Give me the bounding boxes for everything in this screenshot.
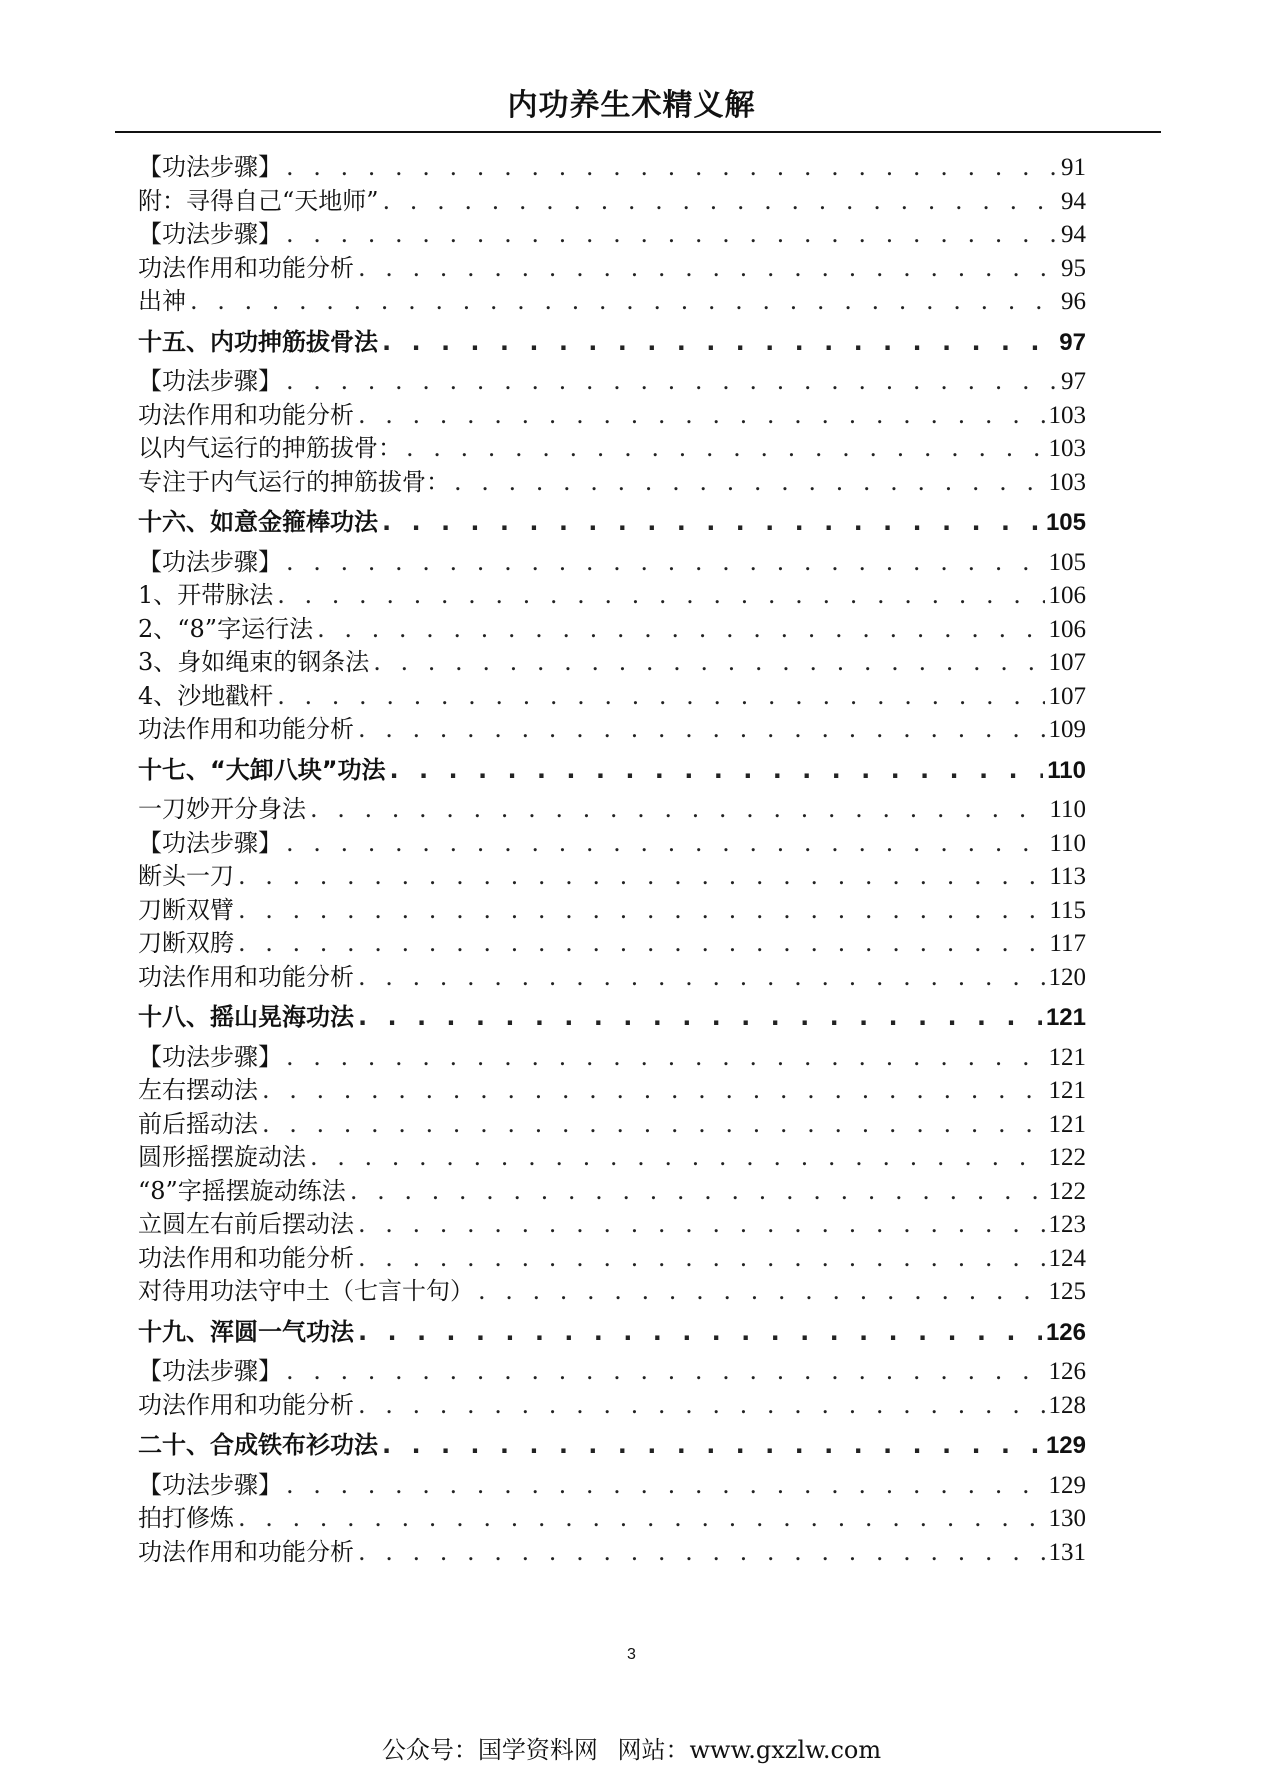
- footer-website: 网站：www.gxzlw.com: [617, 1736, 882, 1764]
- toc-entry-label: 十六、如意金箍棒功法: [138, 508, 378, 536]
- toc-entry-page-number: 109: [1048, 716, 1086, 743]
- toc-entry-label: 4、沙地戳杆: [138, 681, 274, 710]
- toc-entry-page-number: 105: [1048, 548, 1086, 576]
- toc-entry-label: 3、身如绳束的钢条法: [138, 648, 370, 676]
- toc-dot-leader: [286, 1355, 1045, 1389]
- toc-entry-page-number: 130: [1048, 1505, 1086, 1532]
- toc-dot-leader: [262, 1074, 1045, 1108]
- toc-entry-label: 【功法步骤】: [138, 367, 282, 395]
- toc-dot-leader: [238, 860, 1045, 894]
- toc-entry-page-number: 125: [1048, 1278, 1086, 1305]
- toc-entry[interactable]: [138, 613, 1086, 647]
- toc-entry-label: 十九、浑圆一气功法: [138, 1317, 354, 1346]
- toc-entry[interactable]: [138, 1275, 1086, 1309]
- toc-entry[interactable]: [138, 1074, 1086, 1108]
- toc-dot-leader: [310, 793, 1045, 827]
- toc-entry-page-number: 110: [1049, 829, 1086, 857]
- toc-section-entry[interactable]: [138, 1422, 1086, 1469]
- toc-entry-label: “8”字摇摆旋动练法: [138, 1176, 346, 1205]
- toc-entry-label: 功法作用和功能分析: [138, 253, 354, 282]
- toc-dot-leader: [286, 365, 1057, 399]
- toc-entry-page-number: 117: [1049, 930, 1086, 957]
- toc-entry-page-number: 110: [1049, 796, 1086, 823]
- toc-entry[interactable]: [138, 827, 1086, 861]
- toc-entry[interactable]: [138, 860, 1086, 894]
- page-header-title: 内功养生术精义解: [507, 88, 756, 123]
- footer-wechat: 公众号：国学资料网: [381, 1736, 598, 1764]
- toc-dot-leader: [373, 646, 1044, 680]
- toc-section-entry[interactable]: [138, 499, 1086, 546]
- toc-dot-leader: [277, 680, 1044, 714]
- toc-entry[interactable]: [138, 151, 1086, 185]
- toc-entry-page-number: 129: [1045, 1432, 1086, 1459]
- toc-dot-leader: [277, 579, 1044, 613]
- toc-entry[interactable]: [138, 218, 1086, 252]
- toc-entry-page-number: 121: [1045, 1004, 1086, 1031]
- toc-entry-label: 以内气运行的抻筋拔骨：: [138, 434, 402, 462]
- toc-entry-label: 【功法步骤】: [138, 828, 282, 857]
- toc-entry-page-number: 120: [1048, 963, 1086, 991]
- toc-entry-label: 立圆左右前后摆动法: [138, 1210, 354, 1238]
- footer: [0, 1730, 1263, 1765]
- toc-section-entry[interactable]: [138, 994, 1086, 1041]
- toc-entry[interactable]: [138, 252, 1086, 286]
- toc-entry[interactable]: [138, 961, 1086, 995]
- toc-entry-page-number: 94: [1061, 187, 1086, 215]
- page-number: 3: [627, 1646, 636, 1663]
- toc-entry[interactable]: [138, 579, 1086, 613]
- toc-entry-page-number: 106: [1048, 615, 1086, 643]
- toc-entry[interactable]: [138, 1041, 1086, 1075]
- toc-entry[interactable]: [138, 1175, 1086, 1209]
- toc-entry-label: 一刀妙开分身法: [138, 795, 306, 823]
- toc-dot-leader: [350, 1175, 1045, 1209]
- toc-dot-leader: [358, 1309, 1042, 1356]
- toc-entry-page-number: 95: [1061, 254, 1086, 282]
- toc-entry-label: 【功法步骤】: [138, 1357, 282, 1385]
- toc-dot-leader: [382, 319, 1055, 366]
- toc-dot-leader: [238, 1502, 1045, 1536]
- toc-entry-label: 拍打修炼: [138, 1504, 234, 1532]
- toc-dot-leader: [358, 1242, 1045, 1276]
- toc-entry[interactable]: [138, 646, 1086, 680]
- toc-entry[interactable]: [138, 680, 1086, 714]
- toc-dot-leader: [358, 1208, 1045, 1242]
- toc-entry-page-number: 105: [1045, 509, 1086, 536]
- toc-entry-label: 对待用功法守中土（七言十句）: [138, 1277, 474, 1305]
- toc-entry-label: 附：寻得自己“天地师”: [138, 186, 379, 215]
- toc-dot-leader: [358, 713, 1045, 747]
- toc-dot-leader: [286, 827, 1045, 861]
- toc-entry[interactable]: [138, 1242, 1086, 1276]
- table-of-contents: [138, 151, 1086, 1569]
- toc-entry-label: 十五、内功抻筋拔骨法: [138, 327, 378, 356]
- toc-entry-page-number: 103: [1048, 435, 1086, 462]
- toc-entry-page-number: 91: [1061, 154, 1086, 181]
- toc-entry-page-number: 107: [1048, 649, 1086, 676]
- toc-dot-leader: [310, 1141, 1045, 1175]
- toc-entry-label: 功法作用和功能分析: [138, 1390, 354, 1419]
- toc-dot-leader: [406, 432, 1045, 466]
- toc-entry[interactable]: [138, 1208, 1086, 1242]
- toc-entry-label: 【功法步骤】: [138, 220, 282, 248]
- toc-entry[interactable]: [138, 285, 1086, 319]
- toc-entry-page-number: 103: [1048, 468, 1086, 496]
- toc-dot-leader: [454, 466, 1045, 500]
- toc-entry-label: 功法作用和功能分析: [138, 1537, 354, 1566]
- toc-entry-label: 刀断双胯: [138, 929, 234, 957]
- toc-entry[interactable]: [138, 185, 1086, 219]
- toc-entry-label: 断头一刀: [138, 862, 234, 890]
- toc-dot-leader: [286, 218, 1057, 252]
- toc-dot-leader: [286, 1469, 1045, 1503]
- toc-dot-leader: [238, 894, 1045, 928]
- toc-dot-leader: [382, 499, 1042, 546]
- toc-entry-label: 十八、摇山晃海功法: [138, 1003, 354, 1031]
- toc-entry-label: 【功法步骤】: [138, 153, 282, 181]
- toc-entry[interactable]: [138, 399, 1086, 433]
- toc-entry-page-number: 97: [1059, 328, 1086, 356]
- toc-entry-page-number: 113: [1049, 863, 1086, 890]
- toc-entry-page-number: 123: [1048, 1211, 1086, 1238]
- toc-entry-page-number: 128: [1048, 1391, 1086, 1419]
- toc-entry[interactable]: [138, 927, 1086, 961]
- toc-entry[interactable]: [138, 1469, 1086, 1503]
- toc-entry[interactable]: [138, 713, 1086, 747]
- toc-dot-leader: [358, 252, 1057, 286]
- toc-dot-leader: [286, 1041, 1045, 1075]
- toc-entry-page-number: 107: [1048, 682, 1086, 710]
- toc-entry-label: 【功法步骤】: [138, 547, 282, 576]
- toc-dot-leader: [358, 399, 1045, 433]
- toc-dot-leader: [190, 285, 1057, 319]
- toc-entry-page-number: 122: [1048, 1144, 1086, 1171]
- toc-entry-page-number: 122: [1048, 1177, 1086, 1205]
- toc-entry-label: 二十、合成铁布衫功法: [138, 1431, 378, 1459]
- toc-entry-page-number: 126: [1048, 1358, 1086, 1385]
- toc-entry-label: 出神: [138, 287, 186, 315]
- toc-section-entry[interactable]: [138, 319, 1086, 366]
- toc-entry-page-number: 131: [1048, 1538, 1086, 1566]
- toc-entry-page-number: 121: [1048, 1110, 1086, 1138]
- toc-entry[interactable]: [138, 432, 1086, 466]
- toc-entry-label: 【功法步骤】: [138, 1042, 282, 1071]
- toc-entry[interactable]: [138, 1355, 1086, 1389]
- toc-entry[interactable]: [138, 1141, 1086, 1175]
- toc-entry[interactable]: [138, 1108, 1086, 1142]
- toc-entry-page-number: 96: [1061, 288, 1086, 315]
- toc-dot-leader: [390, 747, 1044, 794]
- toc-entry-label: 前后摇动法: [138, 1109, 258, 1138]
- toc-entry-label: 刀断双臂: [138, 895, 234, 924]
- toc-dot-leader: [382, 1422, 1042, 1469]
- toc-dot-leader: [358, 1536, 1045, 1570]
- toc-entry[interactable]: [138, 546, 1086, 580]
- toc-entry-label: 功法作用和功能分析: [138, 962, 354, 991]
- toc-dot-leader: [262, 1108, 1045, 1142]
- toc-section-entry[interactable]: [138, 1309, 1086, 1356]
- toc-dot-leader: [317, 613, 1044, 647]
- toc-dot-leader: [478, 1275, 1045, 1309]
- toc-entry-label: 【功法步骤】: [138, 1470, 282, 1499]
- toc-entry[interactable]: [138, 365, 1086, 399]
- toc-entry-label: 功法作用和功能分析: [138, 715, 354, 743]
- toc-entry-page-number: 121: [1048, 1043, 1086, 1071]
- toc-dot-leader: [286, 546, 1045, 580]
- toc-entry-label: 专注于内气运行的抻筋拔骨：: [138, 467, 450, 496]
- toc-section-entry[interactable]: [138, 747, 1086, 794]
- toc-entry-page-number: 129: [1048, 1471, 1086, 1499]
- toc-entry-page-number: 110: [1047, 756, 1086, 784]
- toc-entry-label: 十七、“大卸八块”功法: [138, 755, 386, 784]
- toc-entry-label: 功法作用和功能分析: [138, 1243, 354, 1272]
- header-divider: [115, 131, 1161, 133]
- toc-entry[interactable]: [138, 894, 1086, 928]
- toc-entry-page-number: 106: [1048, 582, 1086, 609]
- toc-entry-label: 左右摆动法: [138, 1076, 258, 1104]
- toc-entry-page-number: 126: [1045, 1318, 1086, 1346]
- toc-entry[interactable]: [138, 1389, 1086, 1423]
- toc-dot-leader: [358, 1389, 1045, 1423]
- toc-dot-leader: [358, 994, 1042, 1041]
- toc-entry[interactable]: [138, 466, 1086, 500]
- toc-entry[interactable]: [138, 1536, 1086, 1570]
- toc-entry-label: 2、“8”字运行法: [138, 614, 314, 643]
- toc-dot-leader: [238, 927, 1045, 961]
- toc-entry-page-number: 94: [1061, 221, 1086, 248]
- toc-entry-label: 功法作用和功能分析: [138, 400, 354, 429]
- toc-entry[interactable]: [138, 793, 1086, 827]
- toc-entry-page-number: 121: [1048, 1077, 1086, 1104]
- toc-entry-page-number: 103: [1048, 401, 1086, 429]
- toc-entry-label: 1、开带脉法: [138, 581, 274, 609]
- toc-entry-page-number: 97: [1061, 368, 1086, 395]
- toc-entry-page-number: 115: [1049, 896, 1086, 924]
- toc-entry-page-number: 124: [1048, 1244, 1086, 1272]
- toc-entry-label: 圆形摇摆旋动法: [138, 1143, 306, 1171]
- toc-dot-leader: [358, 961, 1045, 995]
- toc-dot-leader: [383, 185, 1057, 219]
- toc-entry[interactable]: [138, 1502, 1086, 1536]
- toc-dot-leader: [286, 151, 1057, 185]
